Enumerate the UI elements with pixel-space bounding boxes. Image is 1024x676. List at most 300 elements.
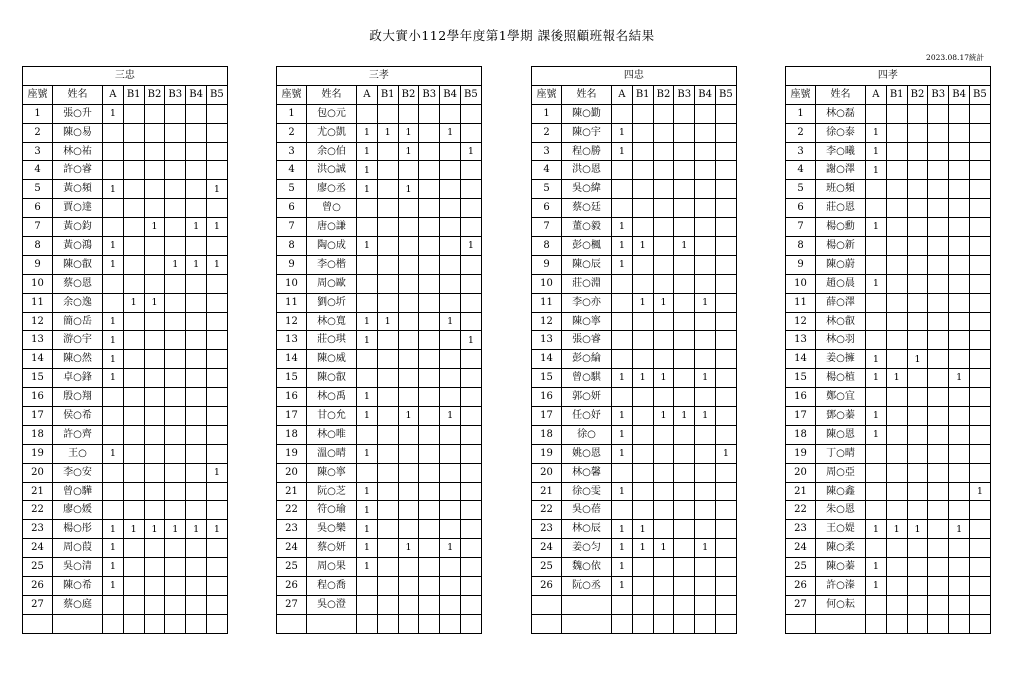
- option-cell: 1: [440, 123, 461, 142]
- name-cell: 許○齊: [53, 425, 103, 444]
- column-header: B5: [460, 85, 481, 104]
- option-cell: [206, 161, 227, 180]
- name-cell: 陳○希: [53, 577, 103, 596]
- name-cell: 王○: [53, 444, 103, 463]
- option-cell: [632, 501, 653, 520]
- option-cell: [969, 577, 990, 596]
- name-cell: 陳○然: [53, 350, 103, 369]
- option-cell: [144, 444, 165, 463]
- table-row: [23, 350, 228, 369]
- table-row: [786, 123, 991, 142]
- option-cell: [186, 595, 207, 614]
- option-cell: [419, 614, 440, 633]
- name-cell: 吳○清: [53, 558, 103, 577]
- name-cell: 劉○圻: [307, 293, 357, 312]
- option-cell: [928, 444, 949, 463]
- option-cell: [103, 595, 124, 614]
- option-cell: 1: [632, 237, 653, 256]
- option-cell: [398, 444, 419, 463]
- option-cell: [186, 388, 207, 407]
- table-row: [786, 199, 991, 218]
- option-cell: 1: [612, 369, 633, 388]
- option-cell: [949, 293, 970, 312]
- table-row: [23, 388, 228, 407]
- table-row: [786, 293, 991, 312]
- option-cell: [695, 218, 716, 237]
- name-cell: 簡○岳: [53, 312, 103, 331]
- option-cell: [460, 558, 481, 577]
- option-cell: [460, 425, 481, 444]
- option-cell: 1: [460, 237, 481, 256]
- seat-cell: 14: [277, 350, 307, 369]
- option-cell: [123, 350, 144, 369]
- option-cell: [123, 539, 144, 558]
- option-cell: [949, 255, 970, 274]
- option-cell: [165, 123, 186, 142]
- table-row: [786, 463, 991, 482]
- column-header: 座號: [277, 85, 307, 104]
- name-cell: 程○喬: [307, 577, 357, 596]
- option-cell: [886, 237, 907, 256]
- option-cell: [866, 539, 887, 558]
- table-row: [277, 331, 482, 350]
- option-cell: 1: [206, 255, 227, 274]
- table-row: [786, 558, 991, 577]
- name-cell: 班○頻: [816, 180, 866, 199]
- option-cell: 1: [632, 520, 653, 539]
- option-cell: [419, 104, 440, 123]
- option-cell: [186, 369, 207, 388]
- table-row: [277, 369, 482, 388]
- seat-cell: 21: [23, 482, 53, 501]
- seat-cell: 1: [277, 104, 307, 123]
- option-cell: [674, 444, 695, 463]
- seat-cell: 23: [277, 520, 307, 539]
- option-cell: [165, 218, 186, 237]
- option-cell: [632, 444, 653, 463]
- option-cell: 1: [123, 520, 144, 539]
- option-cell: [612, 350, 633, 369]
- table-row: [277, 577, 482, 596]
- option-cell: [632, 255, 653, 274]
- option-cell: [357, 614, 378, 633]
- option-cell: [653, 255, 674, 274]
- option-cell: [103, 407, 124, 426]
- option-cell: [715, 388, 736, 407]
- option-cell: [632, 123, 653, 142]
- seat-cell: 10: [277, 274, 307, 293]
- name-cell: 姜○擁: [816, 350, 866, 369]
- table-row: [786, 274, 991, 293]
- option-cell: [144, 199, 165, 218]
- seat-cell: 18: [786, 425, 816, 444]
- option-cell: [866, 595, 887, 614]
- option-cell: [123, 274, 144, 293]
- option-cell: [632, 161, 653, 180]
- option-cell: 1: [186, 520, 207, 539]
- seat-cell: 12: [532, 312, 562, 331]
- option-cell: [695, 501, 716, 520]
- option-cell: [969, 614, 990, 633]
- table-row: [786, 520, 991, 539]
- name-cell: 彭○綸: [562, 350, 612, 369]
- option-cell: [928, 161, 949, 180]
- option-cell: [186, 463, 207, 482]
- table-row: [277, 123, 482, 142]
- option-cell: [969, 388, 990, 407]
- option-cell: [886, 595, 907, 614]
- option-cell: 1: [398, 539, 419, 558]
- option-cell: [165, 142, 186, 161]
- name-cell: 陳○柔: [816, 539, 866, 558]
- seat-cell: 3: [23, 142, 53, 161]
- table-row: [277, 237, 482, 256]
- option-cell: [460, 614, 481, 633]
- name-cell: 蔡○庭: [53, 595, 103, 614]
- option-cell: [632, 142, 653, 161]
- option-cell: 1: [103, 350, 124, 369]
- option-cell: [907, 407, 928, 426]
- option-cell: [419, 312, 440, 331]
- table-row: [23, 123, 228, 142]
- table-row: [532, 123, 737, 142]
- option-cell: [165, 482, 186, 501]
- option-cell: [398, 199, 419, 218]
- option-cell: [419, 407, 440, 426]
- seat-cell: [532, 595, 562, 614]
- option-cell: [653, 312, 674, 331]
- option-cell: [715, 123, 736, 142]
- option-cell: [357, 369, 378, 388]
- option-cell: [144, 425, 165, 444]
- seat-cell: 22: [786, 501, 816, 520]
- column-header: A: [357, 85, 378, 104]
- column-header: 姓名: [816, 85, 866, 104]
- seat-cell: 17: [23, 407, 53, 426]
- name-cell: 董○毅: [562, 218, 612, 237]
- name-cell: 吳○緯: [562, 180, 612, 199]
- name-cell: 曾○: [307, 199, 357, 218]
- option-cell: 1: [357, 539, 378, 558]
- table-row: [786, 161, 991, 180]
- option-cell: [653, 274, 674, 293]
- option-cell: [907, 293, 928, 312]
- option-cell: [886, 463, 907, 482]
- option-cell: [969, 350, 990, 369]
- option-cell: [907, 614, 928, 633]
- seat-cell: 14: [786, 350, 816, 369]
- option-cell: [928, 255, 949, 274]
- option-cell: [715, 274, 736, 293]
- table-row: [786, 444, 991, 463]
- name-cell: 吳○澄: [307, 595, 357, 614]
- column-header: B3: [674, 85, 695, 104]
- option-cell: [949, 350, 970, 369]
- option-cell: [123, 255, 144, 274]
- name-cell: 陳○蓁: [816, 558, 866, 577]
- seat-cell: 13: [23, 331, 53, 350]
- option-cell: [907, 237, 928, 256]
- table-row: [786, 577, 991, 596]
- option-cell: [165, 237, 186, 256]
- option-cell: [440, 104, 461, 123]
- name-cell: 蔡○廷: [562, 199, 612, 218]
- option-cell: 1: [674, 407, 695, 426]
- option-cell: [377, 350, 398, 369]
- seat-cell: 24: [23, 539, 53, 558]
- option-cell: [377, 425, 398, 444]
- seat-cell: 21: [277, 482, 307, 501]
- name-cell: 陳○叡: [53, 255, 103, 274]
- seat-cell: 13: [277, 331, 307, 350]
- option-cell: [206, 142, 227, 161]
- option-cell: [419, 142, 440, 161]
- option-cell: [419, 482, 440, 501]
- option-cell: [206, 558, 227, 577]
- table-row: [532, 180, 737, 199]
- option-cell: [460, 482, 481, 501]
- option-cell: [612, 199, 633, 218]
- option-cell: [460, 180, 481, 199]
- option-cell: [398, 369, 419, 388]
- option-cell: [653, 142, 674, 161]
- seat-cell: 14: [23, 350, 53, 369]
- option-cell: [419, 237, 440, 256]
- option-cell: [123, 501, 144, 520]
- option-cell: [186, 104, 207, 123]
- option-cell: [419, 388, 440, 407]
- name-cell: 李○亦: [562, 293, 612, 312]
- option-cell: [949, 425, 970, 444]
- option-cell: [419, 501, 440, 520]
- table-row: [277, 388, 482, 407]
- option-cell: [674, 180, 695, 199]
- seat-cell: 10: [786, 274, 816, 293]
- option-cell: [357, 199, 378, 218]
- option-cell: [632, 577, 653, 596]
- name-cell: 張○睿: [562, 331, 612, 350]
- column-header: 座號: [532, 85, 562, 104]
- option-cell: [206, 388, 227, 407]
- option-cell: [886, 539, 907, 558]
- option-cell: [419, 595, 440, 614]
- option-cell: [419, 161, 440, 180]
- option-cell: 1: [907, 520, 928, 539]
- option-cell: [715, 142, 736, 161]
- table-row: [277, 274, 482, 293]
- option-cell: 1: [866, 520, 887, 539]
- option-cell: [206, 407, 227, 426]
- option-cell: 1: [612, 520, 633, 539]
- option-cell: [969, 595, 990, 614]
- seat-cell: 10: [23, 274, 53, 293]
- name-cell: 陳○叡: [307, 369, 357, 388]
- option-cell: [123, 614, 144, 633]
- option-cell: [674, 595, 695, 614]
- option-cell: [440, 161, 461, 180]
- option-cell: [907, 482, 928, 501]
- option-cell: [398, 614, 419, 633]
- name-cell: 徐○泰: [816, 123, 866, 142]
- table-row: [277, 407, 482, 426]
- option-cell: 1: [357, 123, 378, 142]
- name-cell: 侯○希: [53, 407, 103, 426]
- option-cell: [186, 614, 207, 633]
- option-cell: [440, 350, 461, 369]
- seat-cell: 2: [532, 123, 562, 142]
- option-cell: [674, 388, 695, 407]
- option-cell: [695, 350, 716, 369]
- option-cell: [866, 293, 887, 312]
- option-cell: 1: [440, 312, 461, 331]
- name-cell: 陳○鑫: [816, 482, 866, 501]
- option-cell: [377, 274, 398, 293]
- table-row: [532, 142, 737, 161]
- seat-cell: 21: [532, 482, 562, 501]
- option-cell: [123, 388, 144, 407]
- option-cell: [206, 274, 227, 293]
- option-cell: [144, 558, 165, 577]
- option-cell: [206, 482, 227, 501]
- column-header: B4: [695, 85, 716, 104]
- option-cell: [460, 388, 481, 407]
- table-row: [23, 142, 228, 161]
- option-cell: [928, 539, 949, 558]
- option-cell: [612, 104, 633, 123]
- option-cell: [949, 312, 970, 331]
- name-cell: 徐○雯: [562, 482, 612, 501]
- option-cell: 1: [103, 539, 124, 558]
- option-cell: 1: [377, 123, 398, 142]
- option-cell: [419, 577, 440, 596]
- option-cell: [103, 274, 124, 293]
- option-cell: [695, 463, 716, 482]
- option-cell: [695, 425, 716, 444]
- seat-cell: 7: [532, 218, 562, 237]
- option-cell: [653, 558, 674, 577]
- option-cell: [206, 369, 227, 388]
- option-cell: 1: [866, 369, 887, 388]
- option-cell: [949, 274, 970, 293]
- option-cell: [907, 161, 928, 180]
- option-cell: [715, 558, 736, 577]
- option-cell: [103, 218, 124, 237]
- seat-cell: 23: [532, 520, 562, 539]
- column-header: A: [612, 85, 633, 104]
- name-cell: 林○禹: [307, 388, 357, 407]
- name-cell: 周○歐: [307, 274, 357, 293]
- option-cell: [653, 180, 674, 199]
- table-row: [532, 350, 737, 369]
- option-cell: [377, 520, 398, 539]
- option-cell: [907, 199, 928, 218]
- option-cell: [907, 331, 928, 350]
- option-cell: [357, 463, 378, 482]
- seat-cell: 8: [277, 237, 307, 256]
- option-cell: [123, 558, 144, 577]
- option-cell: 1: [377, 312, 398, 331]
- option-cell: [969, 407, 990, 426]
- option-cell: [866, 199, 887, 218]
- table-row: [23, 237, 228, 256]
- option-cell: 1: [612, 218, 633, 237]
- column-header: B2: [144, 85, 165, 104]
- option-cell: [949, 237, 970, 256]
- option-cell: [632, 388, 653, 407]
- option-cell: [460, 444, 481, 463]
- table-row: [277, 255, 482, 274]
- table-row: [23, 104, 228, 123]
- name-cell: 許○溱: [816, 577, 866, 596]
- option-cell: 1: [612, 142, 633, 161]
- option-cell: [886, 558, 907, 577]
- table-row: [23, 331, 228, 350]
- seat-cell: [532, 614, 562, 633]
- option-cell: [123, 123, 144, 142]
- option-cell: [969, 425, 990, 444]
- option-cell: [144, 577, 165, 596]
- option-cell: [460, 274, 481, 293]
- option-cell: [674, 331, 695, 350]
- option-cell: 1: [695, 539, 716, 558]
- table-row: [23, 577, 228, 596]
- option-cell: [928, 312, 949, 331]
- option-cell: 1: [357, 237, 378, 256]
- class-name: 三忠: [23, 67, 228, 86]
- seat-cell: 9: [786, 255, 816, 274]
- seat-cell: 25: [277, 558, 307, 577]
- option-cell: [377, 180, 398, 199]
- option-cell: 1: [653, 407, 674, 426]
- option-cell: [186, 425, 207, 444]
- table-row: [532, 463, 737, 482]
- option-cell: [440, 444, 461, 463]
- option-cell: [144, 539, 165, 558]
- table-row: [786, 369, 991, 388]
- name-cell: 任○妤: [562, 407, 612, 426]
- name-cell: 姜○匀: [562, 539, 612, 558]
- option-cell: [398, 482, 419, 501]
- name-cell: 謝○澤: [816, 161, 866, 180]
- option-cell: [886, 331, 907, 350]
- option-cell: [377, 218, 398, 237]
- option-cell: 1: [357, 142, 378, 161]
- option-cell: [398, 255, 419, 274]
- option-cell: [440, 425, 461, 444]
- table-row: [277, 614, 482, 633]
- option-cell: 1: [612, 558, 633, 577]
- seat-cell: 9: [23, 255, 53, 274]
- option-cell: [632, 218, 653, 237]
- name-cell: [562, 595, 612, 614]
- option-cell: [165, 425, 186, 444]
- option-cell: [907, 388, 928, 407]
- column-header: 座號: [786, 85, 816, 104]
- option-cell: [419, 350, 440, 369]
- option-cell: [653, 199, 674, 218]
- seat-cell: 6: [532, 199, 562, 218]
- option-cell: [103, 463, 124, 482]
- option-cell: [612, 293, 633, 312]
- option-cell: [103, 482, 124, 501]
- option-cell: [695, 577, 716, 596]
- option-cell: [440, 199, 461, 218]
- option-cell: [144, 388, 165, 407]
- name-cell: 阮○芝: [307, 482, 357, 501]
- option-cell: [715, 293, 736, 312]
- seat-cell: [23, 614, 53, 633]
- option-cell: [928, 558, 949, 577]
